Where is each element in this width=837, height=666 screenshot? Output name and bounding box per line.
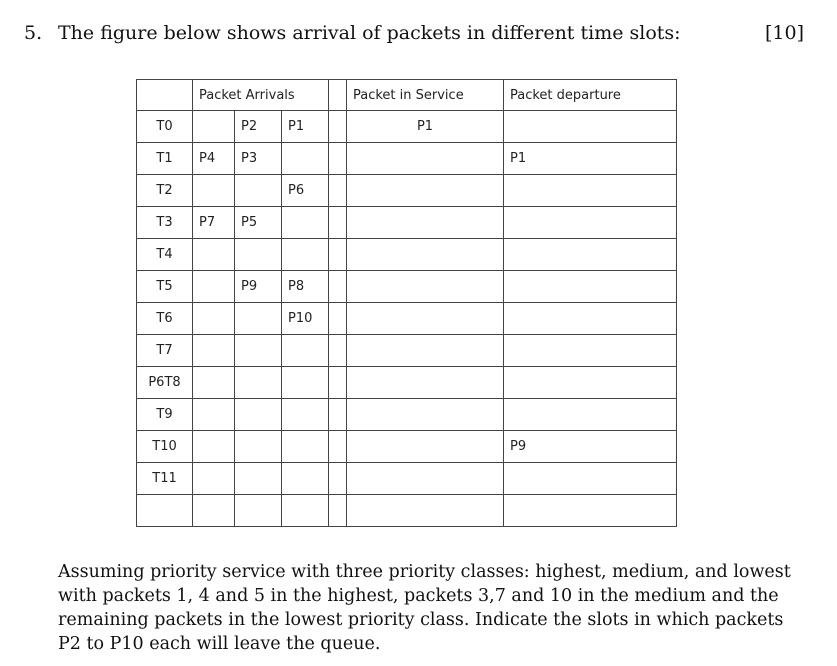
arrival-cell-3 xyxy=(282,335,329,367)
table-row xyxy=(137,239,677,271)
header-slot-cell xyxy=(137,80,193,111)
service-cell xyxy=(347,143,504,175)
slot-cell: T2 xyxy=(137,175,193,207)
departure-cell xyxy=(504,463,677,495)
service-cell xyxy=(347,175,504,207)
arrival-cell-3 xyxy=(282,143,329,175)
departure-cell xyxy=(504,207,677,239)
arrival-cell-1 xyxy=(193,495,235,527)
table-row xyxy=(137,207,677,239)
slot-cell: T7 xyxy=(137,335,193,367)
slot-cell: T9 xyxy=(137,399,193,431)
question-text: The figure below shows arrival of packets in different time slots: xyxy=(58,22,681,44)
arrival-cell-4 xyxy=(329,431,347,463)
table-row xyxy=(137,463,677,495)
packet-table xyxy=(136,79,677,527)
arrival-cell-1: P4 xyxy=(193,143,235,175)
service-cell xyxy=(347,431,504,463)
service-cell xyxy=(347,463,504,495)
departure-cell: P9 xyxy=(504,431,677,463)
arrival-cell-4 xyxy=(329,111,347,143)
table-row xyxy=(137,367,677,399)
arrival-cell-1 xyxy=(193,303,235,335)
table-row xyxy=(137,495,677,527)
arrival-cell-4 xyxy=(329,495,347,527)
service-cell xyxy=(347,335,504,367)
arrival-cell-4 xyxy=(329,239,347,271)
arrival-cell-1 xyxy=(193,271,235,303)
arrival-cell-3 xyxy=(282,495,329,527)
table-row xyxy=(137,303,677,335)
table-row xyxy=(137,335,677,367)
table-row xyxy=(137,431,677,463)
arrival-cell-2 xyxy=(235,463,282,495)
arrival-cell-1 xyxy=(193,111,235,143)
service-cell xyxy=(347,239,504,271)
table-row xyxy=(137,143,677,175)
arrival-cell-4 xyxy=(329,335,347,367)
arrival-cell-4 xyxy=(329,175,347,207)
arrival-cell-2 xyxy=(235,431,282,463)
table-row xyxy=(137,175,677,207)
departure-cell: P1 xyxy=(504,143,677,175)
arrival-cell-4 xyxy=(329,303,347,335)
departure-cell xyxy=(504,175,677,207)
departure-cell xyxy=(504,399,677,431)
slot-cell: T0 xyxy=(137,111,193,143)
service-cell xyxy=(347,367,504,399)
arrival-cell-2: P3 xyxy=(235,143,282,175)
arrival-cell-1 xyxy=(193,335,235,367)
arrival-cell-2 xyxy=(235,239,282,271)
arrival-cell-3 xyxy=(282,431,329,463)
question-number: 5. xyxy=(24,22,43,44)
arrival-cell-2 xyxy=(235,367,282,399)
departure-cell xyxy=(504,271,677,303)
table-row xyxy=(137,399,677,431)
arrival-cell-2 xyxy=(235,335,282,367)
arrival-cell-2 xyxy=(235,495,282,527)
arrival-cell-1 xyxy=(193,239,235,271)
departure-cell xyxy=(504,303,677,335)
arrival-cell-1 xyxy=(193,367,235,399)
slot-cell: T1 xyxy=(137,143,193,175)
arrival-cell-3: P8 xyxy=(282,271,329,303)
question-marks: [10] xyxy=(764,22,804,44)
service-cell xyxy=(347,303,504,335)
arrival-cell-1 xyxy=(193,399,235,431)
service-cell: P1 xyxy=(347,111,504,143)
header-spacer-cell xyxy=(329,80,347,111)
slot-cell: P6T8 xyxy=(137,367,193,399)
arrival-cell-2: P5 xyxy=(235,207,282,239)
arrival-cell-4 xyxy=(329,399,347,431)
arrival-cell-4 xyxy=(329,271,347,303)
slot-cell: T10 xyxy=(137,431,193,463)
question-heading xyxy=(24,16,804,50)
slot-cell xyxy=(137,495,193,527)
departure-cell xyxy=(504,239,677,271)
slot-cell: T6 xyxy=(137,303,193,335)
arrival-cell-3: P10 xyxy=(282,303,329,335)
departure-cell xyxy=(504,367,677,399)
arrival-cell-4 xyxy=(329,207,347,239)
service-cell xyxy=(347,271,504,303)
slot-cell: T4 xyxy=(137,239,193,271)
arrival-cell-1 xyxy=(193,175,235,207)
slot-cell: T5 xyxy=(137,271,193,303)
slot-cell: T3 xyxy=(137,207,193,239)
service-cell xyxy=(347,207,504,239)
header-departure: Packet departure xyxy=(504,80,677,111)
arrival-cell-4 xyxy=(329,367,347,399)
table-row xyxy=(137,271,677,303)
table-row xyxy=(137,111,677,143)
arrival-cell-2 xyxy=(235,303,282,335)
departure-cell xyxy=(504,495,677,527)
arrival-cell-1 xyxy=(193,431,235,463)
arrival-cell-2 xyxy=(235,175,282,207)
arrival-cell-2 xyxy=(235,399,282,431)
arrival-cell-3 xyxy=(282,367,329,399)
slot-cell: T11 xyxy=(137,463,193,495)
arrival-cell-3 xyxy=(282,399,329,431)
arrival-cell-4 xyxy=(329,143,347,175)
departure-cell xyxy=(504,111,677,143)
header-service: Packet in Service xyxy=(347,80,504,111)
table-header-row xyxy=(137,80,677,111)
arrival-cell-3 xyxy=(282,207,329,239)
departure-cell xyxy=(504,335,677,367)
arrival-cell-1 xyxy=(193,463,235,495)
service-cell xyxy=(347,495,504,527)
arrival-cell-3: P6 xyxy=(282,175,329,207)
service-cell xyxy=(347,399,504,431)
arrival-cell-1: P7 xyxy=(193,207,235,239)
arrival-cell-2: P2 xyxy=(235,111,282,143)
arrival-cell-2: P9 xyxy=(235,271,282,303)
arrival-cell-3: P1 xyxy=(282,111,329,143)
arrival-cell-3 xyxy=(282,239,329,271)
arrival-cell-3 xyxy=(282,463,329,495)
question-instructions: Assuming priority service with three priority classes: highest, medium, and lowest with packets 1, 4 and 5 in the highest, packets 3,7 and 10 in the medium and the remaining packets in the lowest priority class. Indicate the slots in which packets P2 to P10 each will leave the queue. xyxy=(58,562,791,654)
arrival-cell-4 xyxy=(329,463,347,495)
header-arrivals: Packet Arrivals xyxy=(193,80,329,111)
